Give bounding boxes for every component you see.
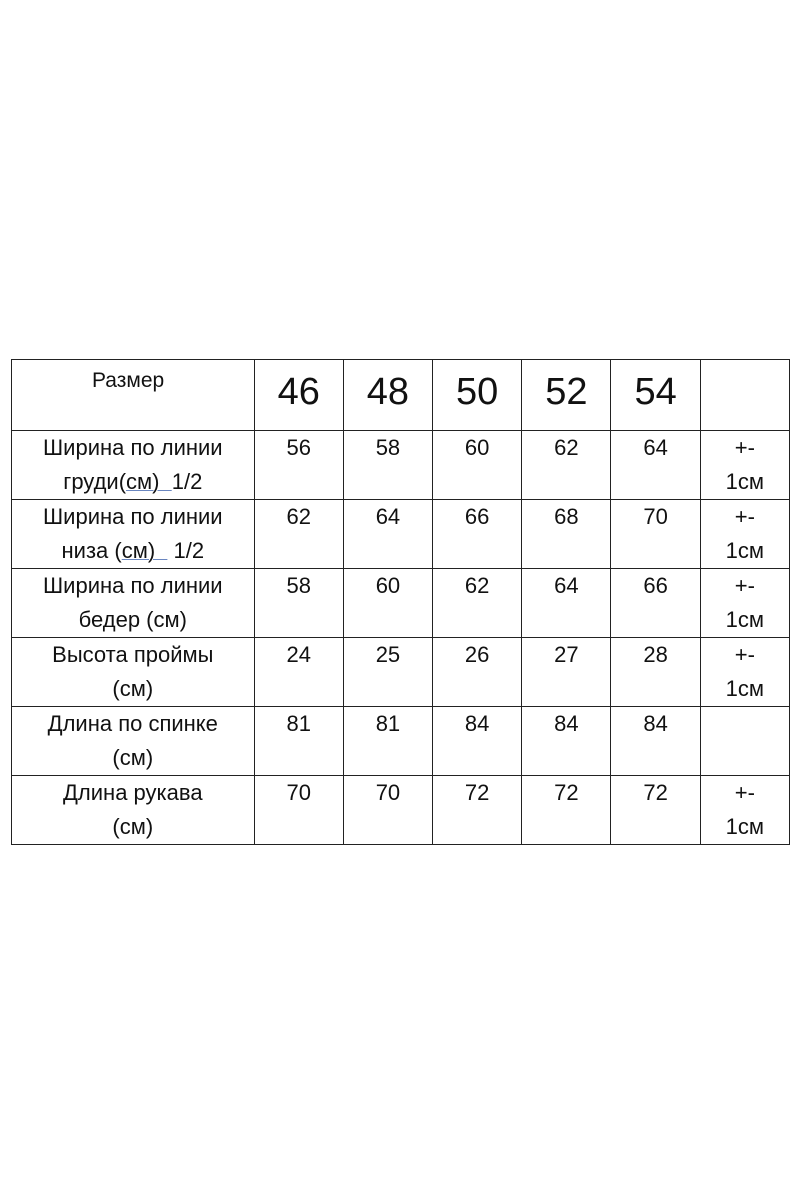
measurement-label-line1: Ширина по линии bbox=[43, 573, 223, 598]
label-line2-pre: бедер (см) bbox=[78, 607, 187, 632]
measurement-label-line1: Ширина по линии bbox=[43, 435, 223, 460]
table-row bbox=[12, 776, 790, 845]
tolerance-sign: +- bbox=[734, 573, 755, 598]
measurement-label-line2 bbox=[12, 465, 254, 499]
size-50: 50 bbox=[433, 360, 522, 431]
header-extra bbox=[700, 360, 789, 431]
tolerance-value: 1см bbox=[725, 607, 765, 632]
measurement-value: 70 bbox=[611, 500, 700, 569]
measurement-label bbox=[12, 638, 255, 707]
size-chart-table bbox=[11, 359, 790, 845]
tolerance-sign: +- bbox=[734, 435, 755, 460]
table-row bbox=[12, 569, 790, 638]
size-52: 52 bbox=[522, 360, 611, 431]
measurement-value: 72 bbox=[433, 776, 522, 845]
measurement-label-line1: Ширина по линии bbox=[43, 504, 223, 529]
measurement-value: 56 bbox=[254, 431, 343, 500]
measurement-value: 81 bbox=[343, 707, 432, 776]
measurement-value: 72 bbox=[522, 776, 611, 845]
measurement-value: 68 bbox=[522, 500, 611, 569]
tolerance-cell bbox=[700, 500, 789, 569]
tolerance-cell bbox=[700, 638, 789, 707]
tolerance-cell bbox=[700, 431, 789, 500]
tolerance-sign: +- bbox=[734, 504, 755, 529]
measurement-value: 84 bbox=[611, 707, 700, 776]
measurement-label-line2 bbox=[12, 741, 254, 775]
measurement-value: 66 bbox=[611, 569, 700, 638]
label-line2-pre: (см) bbox=[112, 676, 154, 701]
tolerance-cell bbox=[700, 707, 789, 776]
measurement-label bbox=[12, 707, 255, 776]
measurement-value: 26 bbox=[433, 638, 522, 707]
measurement-value: 64 bbox=[522, 569, 611, 638]
tolerance-sign: +- bbox=[734, 780, 755, 805]
measurement-value: 28 bbox=[611, 638, 700, 707]
measurement-label-line1: Высота проймы bbox=[52, 642, 214, 667]
label-line2-post: 1/2 bbox=[171, 469, 203, 494]
label-line2-pre: груди( bbox=[63, 469, 127, 494]
measurement-value: 58 bbox=[343, 431, 432, 500]
measurement-value: 60 bbox=[343, 569, 432, 638]
table-row bbox=[12, 500, 790, 569]
tolerance-value: 1см bbox=[725, 676, 765, 701]
measurement-label-line1: Длина рукава bbox=[63, 780, 203, 805]
size-54: 54 bbox=[611, 360, 700, 431]
label-line2-pre: низа ( bbox=[61, 538, 122, 563]
label-line2-pre: (см) bbox=[112, 814, 154, 839]
measurement-value: 62 bbox=[522, 431, 611, 500]
measurement-value: 25 bbox=[343, 638, 432, 707]
measurement-label-line1: Длина по спинке bbox=[47, 711, 218, 736]
measurement-label-line2 bbox=[12, 672, 254, 706]
label-line2-unit: см) bbox=[126, 469, 172, 494]
measurement-label bbox=[12, 776, 255, 845]
measurement-value: 84 bbox=[433, 707, 522, 776]
size-46: 46 bbox=[254, 360, 343, 431]
measurement-label-line2 bbox=[12, 534, 254, 568]
measurement-value: 64 bbox=[343, 500, 432, 569]
measurement-value: 72 bbox=[611, 776, 700, 845]
measurement-label-line2 bbox=[12, 810, 254, 844]
tolerance-cell bbox=[700, 569, 789, 638]
table-row bbox=[12, 707, 790, 776]
measurement-value: 66 bbox=[433, 500, 522, 569]
label-line2-pre: (см) bbox=[112, 745, 154, 770]
tolerance-value: 1см bbox=[725, 469, 765, 494]
table-row bbox=[12, 638, 790, 707]
measurement-value: 24 bbox=[254, 638, 343, 707]
table-row bbox=[12, 431, 790, 500]
tolerance-value: 1см bbox=[725, 814, 765, 839]
measurement-value: 27 bbox=[522, 638, 611, 707]
measurement-value: 70 bbox=[343, 776, 432, 845]
measurement-value: 62 bbox=[433, 569, 522, 638]
tolerance-cell bbox=[700, 776, 789, 845]
measurement-value: 84 bbox=[522, 707, 611, 776]
measurement-label bbox=[12, 431, 255, 500]
measurement-value: 62 bbox=[254, 500, 343, 569]
measurement-label-line2 bbox=[12, 603, 254, 637]
measurement-value: 60 bbox=[433, 431, 522, 500]
measurement-value: 64 bbox=[611, 431, 700, 500]
header-label: Размер bbox=[12, 360, 255, 431]
size-48: 48 bbox=[343, 360, 432, 431]
label-line2-unit: см) bbox=[121, 538, 168, 563]
header-row bbox=[12, 360, 790, 431]
label-line2-post: 1/2 bbox=[167, 538, 205, 563]
tolerance-sign: +- bbox=[734, 642, 755, 667]
measurement-label bbox=[12, 500, 255, 569]
tolerance-value: 1см bbox=[725, 538, 765, 563]
measurement-value: 70 bbox=[254, 776, 343, 845]
measurement-value: 81 bbox=[254, 707, 343, 776]
measurement-label bbox=[12, 569, 255, 638]
measurement-value: 58 bbox=[254, 569, 343, 638]
